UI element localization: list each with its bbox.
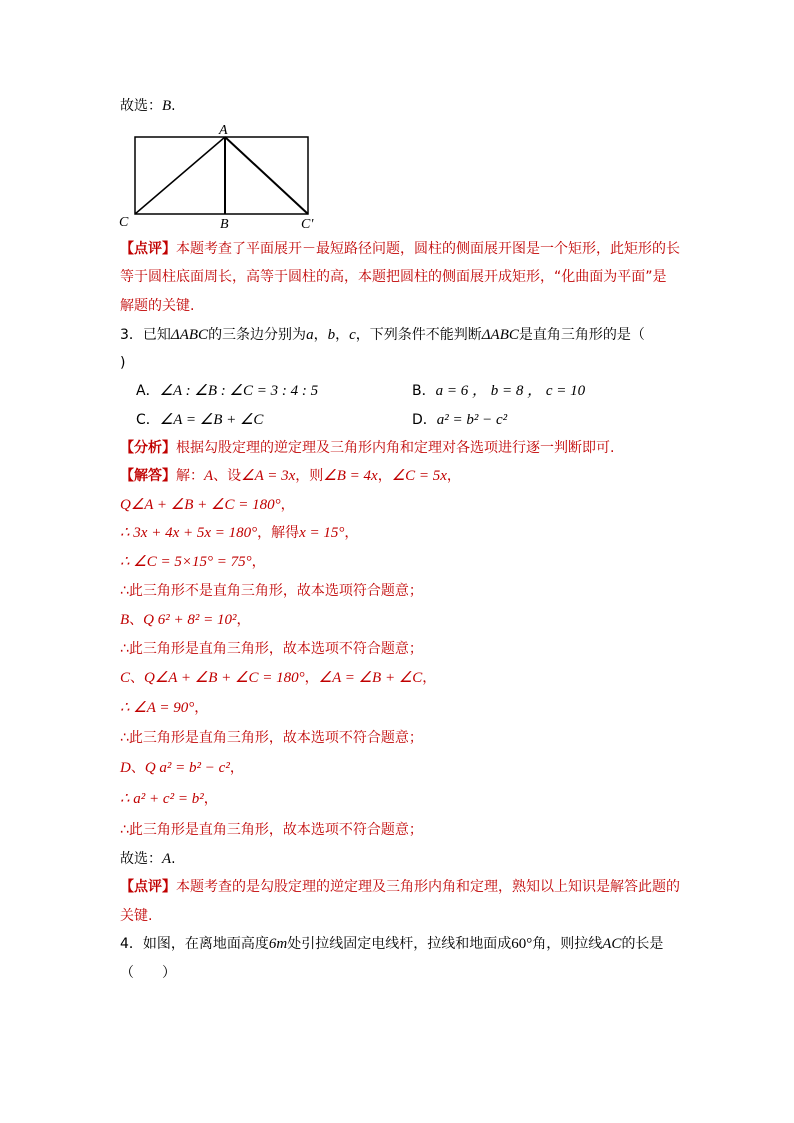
comment-text: 本题考查的是勾股定理的逆定理及三角形内角和定理，熟知以上知识是解答此题的	[176, 879, 680, 895]
cylinder-unfold-figure	[115, 122, 315, 232]
answer-letter: A	[162, 851, 172, 867]
option-label: C．	[136, 412, 160, 428]
question-number: 3．	[120, 327, 143, 343]
math: ∠A = 3x	[241, 468, 296, 484]
label-A: A	[219, 123, 228, 138]
option-letter: B	[120, 612, 130, 628]
solution-line12: ∴ a² + c² = b²，	[120, 791, 218, 807]
q3-stem-line1: 3．已知ΔABC的三条边分别为a，b，c，下列条件不能判断ΔABC是直角三角形的是（	[120, 327, 645, 343]
solution-line7	[120, 639, 423, 659]
segment-AC-prime	[225, 137, 308, 214]
stem-text: 是直角三角形的是（	[518, 327, 645, 343]
comment-tag: 【点评】	[120, 879, 176, 895]
solution-text: ∴此三角形是直角三角形，故本选项不符合题意；	[120, 641, 423, 657]
comment1-line2	[120, 267, 667, 287]
stem-text: 的三条边分别为	[208, 327, 307, 343]
label-C-prime: C'	[301, 217, 314, 232]
math-b: b	[327, 327, 336, 343]
option-label: A．	[136, 383, 160, 399]
label-C: C	[119, 215, 129, 230]
solution-line4: ∴ ∠C = 5×15° = 75°，	[120, 554, 266, 570]
option-text: a² = b² − c²	[436, 412, 508, 428]
segment-AC	[135, 137, 225, 214]
q3-option-D	[412, 410, 507, 430]
option-text: ∠A : ∠B : ∠C = 3 : 4 : 5	[159, 383, 319, 399]
math: Q∠A + ∠B + ∠C = 180°	[120, 497, 281, 513]
math: Q∠A + ∠B + ∠C = 180°	[144, 670, 305, 686]
prev-answer-line	[120, 96, 176, 116]
math: ∴ ∠C = 5×15° = 75°	[120, 554, 252, 570]
period: .	[171, 98, 176, 114]
solution-text: ∴此三角形是直角三角形，故本选项不符合题意；	[120, 730, 423, 746]
math-a: a	[306, 327, 314, 343]
option-text: ∠A = ∠B + ∠C	[159, 412, 264, 428]
comment2-line2	[120, 906, 152, 926]
comment1-line1	[120, 239, 680, 259]
comment-text: 本题考查了平面展开－最短路径问题，圆柱的侧面展开图是一个矩形，此矩形的长	[176, 241, 680, 257]
option-letter: D	[120, 760, 131, 776]
math: ∴ ∠A = 90°	[120, 700, 195, 716]
comment-text: 关键.	[120, 908, 153, 924]
option-label: B．	[412, 383, 436, 399]
answer-blank: （ ）	[120, 965, 176, 981]
q4-stem-line2	[120, 963, 176, 983]
math-triangle: ΔABC	[170, 327, 209, 343]
solution-line1: 【解答】解：A、设∠A = 3x，则∠B = 4x，∠C = 5x，	[120, 468, 461, 484]
q3-option-C	[136, 410, 263, 430]
question-number: 4．	[120, 936, 143, 952]
stem-close-paren: )	[120, 355, 126, 371]
solution-line13	[120, 820, 423, 840]
math: ∴ 3x + 4x + 5x = 180°	[120, 525, 258, 541]
choose-label: 故选：	[120, 98, 162, 114]
unfolded-rectangle	[135, 137, 308, 214]
solution-line6: B、Q 6² + 8² = 10²，	[120, 612, 251, 628]
label-B: B	[220, 217, 229, 232]
math: Q 6² + 8² = 10²	[143, 612, 237, 628]
math-triangle: ΔABC	[481, 327, 519, 343]
comment1-line3	[120, 296, 194, 316]
math: ∴ a² + c² = b²	[120, 791, 204, 807]
analysis-text: 根据勾股定理的逆定理及三角形内角和定理对各选项进行逐一判断即可.	[176, 440, 615, 456]
math-c: c	[349, 327, 356, 343]
solution-text: ∴此三角形是直角三角形，故本选项不符合题意；	[120, 822, 423, 838]
math: 6m	[268, 936, 288, 952]
math: ∠A = ∠B + ∠C	[318, 670, 423, 686]
option-text: a = 6 ， b = 8 ， c = 10	[435, 383, 586, 399]
option-letter: C	[120, 670, 131, 686]
comment2-line1	[120, 877, 680, 897]
math: x = 15°	[299, 525, 345, 541]
analysis-tag: 【分析】	[120, 440, 176, 456]
solution-line2: Q∠A + ∠B + ∠C = 180°，	[120, 497, 295, 513]
math: ∠B = 4x	[323, 468, 378, 484]
q3-option-B	[412, 381, 585, 401]
option-letter: A	[204, 468, 214, 484]
q4-stem-line1: 4．如图，在离地面高度6m处引拉线固定电线杆，拉线和地面成60°角，则拉线AC的长是	[120, 936, 664, 952]
solution-line8: C、Q∠A + ∠B + ∠C = 180°，∠A = ∠B + ∠C，	[120, 670, 437, 686]
choose-answer: B	[162, 98, 172, 114]
comment-tag: 【点评】	[120, 241, 176, 257]
comment-text: 等于圆柱底面周长，高等于圆柱的高，本题把圆柱的侧面展开成矩形，“化曲面为平面”是	[120, 269, 667, 285]
comment-text: 解题的关键.	[120, 298, 195, 314]
stem-text: ，下列条件不能判断	[355, 327, 482, 343]
math: AC	[602, 936, 622, 952]
solution-line3: ∴ 3x + 4x + 5x = 180°，解得x = 15°，	[120, 525, 359, 541]
math: 60°	[511, 936, 533, 952]
option-label: D．	[412, 412, 437, 428]
stem-text: 已知	[142, 327, 171, 343]
analysis-line	[120, 438, 614, 458]
solution-line5	[120, 581, 423, 601]
solution-text: ∴此三角形不是直角三角形，故本选项符合题意；	[120, 583, 423, 599]
solution-tag: 【解答】	[120, 468, 176, 484]
solution-line11: D、Q a² = b² − c²，	[120, 760, 244, 776]
q3-stem-line2	[120, 353, 125, 373]
solution-line10	[120, 728, 423, 748]
solution-line14: 故选：A.	[120, 851, 176, 867]
q3-option-A	[136, 381, 318, 401]
math: ∠C = 5x	[391, 468, 447, 484]
math: Q a² = b² − c²	[144, 760, 230, 776]
solution-line9: ∴ ∠A = 90°，	[120, 700, 209, 716]
